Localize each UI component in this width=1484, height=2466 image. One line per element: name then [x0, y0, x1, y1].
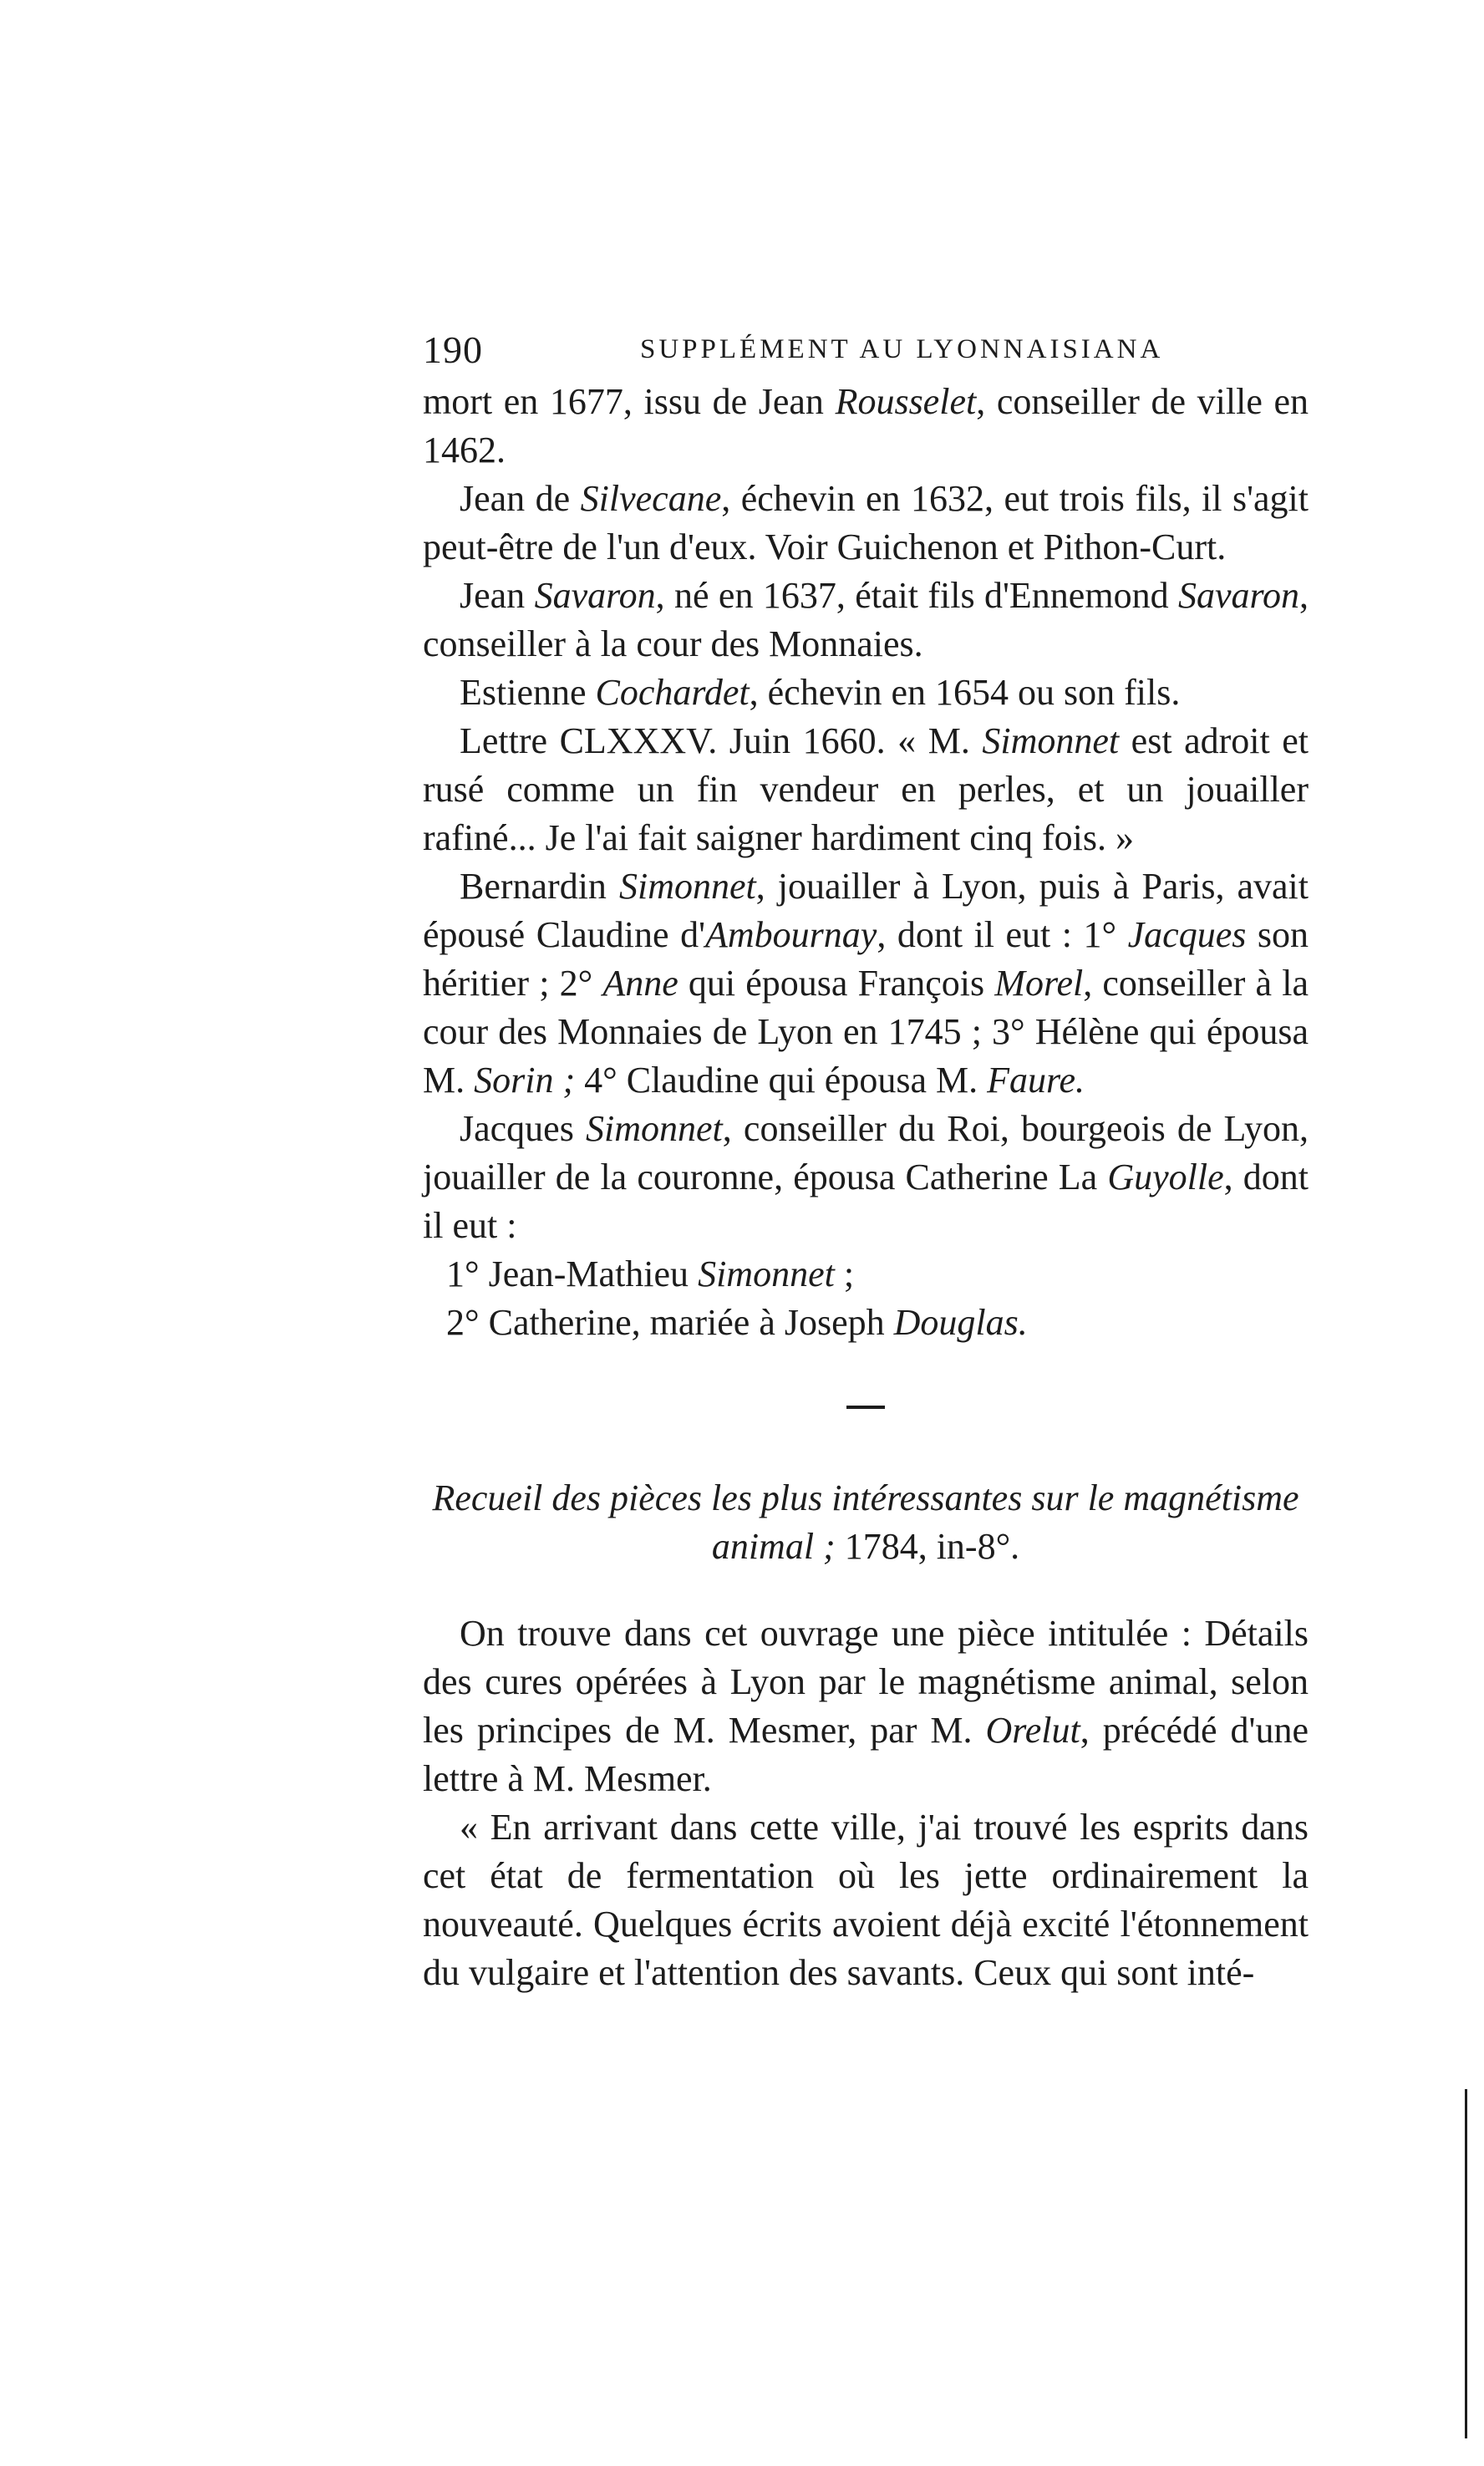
text-run: , dont il eut : — [423, 1157, 1309, 1246]
italic-name: Faure. — [987, 1060, 1085, 1101]
text-run: mort en 1677, issu de Jean — [423, 381, 836, 422]
text-run: Bernardin — [460, 866, 619, 907]
italic-name: Simonnet — [982, 720, 1120, 761]
section-title-line-1: Recueil des pièces les plus intéressantes sur le magnétisme — [432, 1477, 1299, 1518]
text-run: , conseiller à la cour des Monnaies. — [423, 575, 1309, 664]
italic-name: Simonnet — [586, 1108, 723, 1149]
text-run: ; — [834, 1253, 855, 1294]
section-paragraph-1 — [423, 1609, 1309, 1803]
italic-name: Orelut — [985, 1710, 1080, 1751]
text-run: , conseiller du Roi, bourgeois de Lyon, jouailler de la couronne, épousa Catherine La — [423, 1108, 1309, 1197]
text-run: 1° Jean-Mathieu — [446, 1253, 699, 1294]
italic-name: Silvecane — [580, 478, 722, 519]
italic-name: Cochardet — [595, 672, 750, 713]
italic-name: Douglas. — [893, 1302, 1028, 1343]
paragraph-7 — [423, 1105, 1309, 1250]
italic-name: Savaron — [534, 575, 656, 616]
paragraph-5 — [423, 717, 1309, 862]
italic-name: Simonnet — [698, 1253, 835, 1294]
paragraph-6 — [423, 862, 1309, 1105]
text-run: On trouve dans cet ouvrage une pièce intitulée : Détails des cures opérées à Lyon par le magnétisme animal, selon les principes de M. Mesmer, par M. — [423, 1613, 1309, 1751]
text-run: Jean — [460, 575, 535, 616]
italic-name: Anne — [602, 963, 678, 1004]
page-header — [423, 328, 1317, 378]
text-run: Jean de — [460, 478, 581, 519]
text-run: « En arrivant dans cette ville, j'ai trouvé les esprits dans cet état de fermentation où les jette ordinairement la nouveauté. Quelques écrits avoient déjà excité l'étonnement du vulgaire et l'attention des savants. Ceux qui sont inté- — [423, 1807, 1309, 1993]
italic-name: Morel — [994, 963, 1084, 1004]
margin-mark — [1465, 2089, 1467, 2438]
text-run: son héritier ; 2° — [423, 914, 1309, 1004]
text-run: , jouailler à Lyon, puis à Paris, avait épousé Claudine d' — [423, 866, 1309, 955]
text-run: 2° Catherine, mariée à Joseph — [446, 1302, 894, 1343]
text-run: , né en 1637, était fils d'Ennemond — [655, 575, 1178, 616]
section-title-line-2 — [423, 1523, 1309, 1571]
text-run: , échevin en 1632, eut trois fils, il s'agit peut-être de l'un d'eux. Voir Guichenon et Pithon-Curt. — [423, 478, 1309, 567]
italic-name: Ambournay — [705, 914, 877, 955]
running-head: SUPPLÉMENT AU LYONNAISIANA — [640, 334, 1164, 364]
italic-name: Guyolle — [1107, 1157, 1224, 1197]
italic-name: Sorin ; — [474, 1060, 576, 1101]
list-item-1 — [423, 1250, 1309, 1299]
paragraph-3 — [423, 572, 1309, 669]
paragraph-1 — [423, 378, 1309, 475]
italic-name: Jacques — [1127, 914, 1247, 955]
body-text — [423, 378, 1309, 1997]
paragraph-4 — [423, 669, 1309, 717]
list-item-2 — [423, 1299, 1309, 1347]
section-title — [423, 1474, 1309, 1571]
text-run: est adroit et rusé comme un fin vendeur en perles, et un jouailler rafiné... Je l'ai fait saigner hardiment cinq fois. » — [423, 720, 1309, 858]
text-run: qui épousa François — [678, 963, 995, 1004]
text-run: , précédé d'une lettre à M. Mesmer. — [423, 1710, 1309, 1799]
text-run: 4° Claudine qui épousa M. — [575, 1060, 988, 1101]
text-run: , conseiller à la cour des Monnaies de Lyon en 1745 ; 3° Hélène qui épousa M. — [423, 963, 1309, 1101]
page-number: 190 — [423, 328, 483, 371]
text-run: , dont il eut : 1° — [877, 914, 1128, 955]
title-rest: 1784, in-8°. — [835, 1526, 1020, 1567]
text-run: Jacques — [460, 1108, 586, 1149]
section-divider — [846, 1406, 885, 1409]
paragraph-2 — [423, 475, 1309, 572]
text-run: Estienne — [460, 672, 596, 713]
italic-title-part: animal ; — [711, 1526, 836, 1567]
italic-name: Simonnet — [618, 866, 756, 907]
section-paragraph-2 — [423, 1803, 1309, 1997]
text-run: , conseiller de ville en 1462. — [423, 381, 1309, 470]
text-run: , échevin en 1654 ou son fils. — [749, 672, 1181, 713]
italic-name: Savaron — [1177, 575, 1299, 616]
italic-name: Rousselet — [835, 381, 977, 422]
text-run: Lettre CLXXXV. Juin 1660. « M. — [460, 720, 983, 761]
